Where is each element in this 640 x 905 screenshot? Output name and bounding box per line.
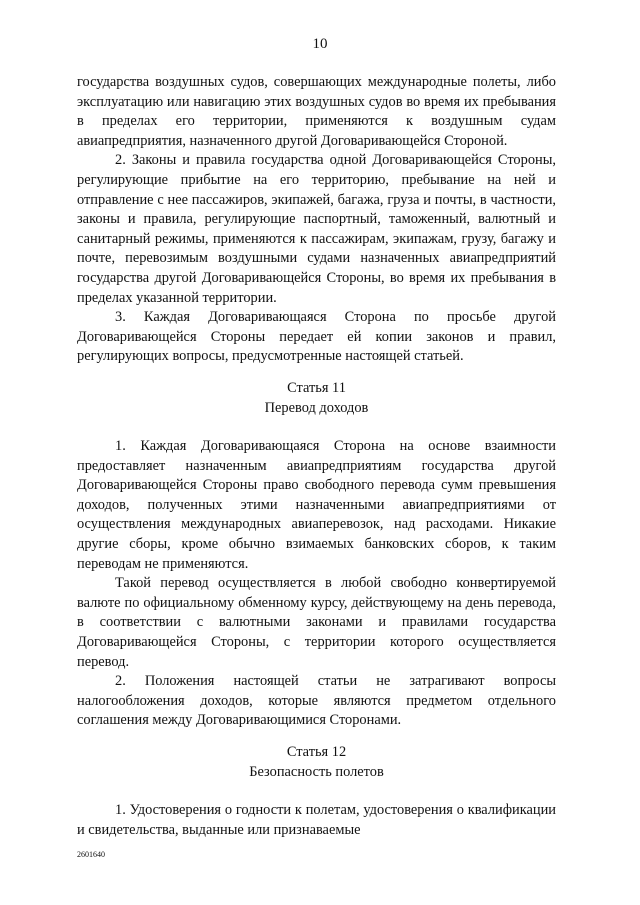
article-11-title: Перевод доходов xyxy=(264,399,369,416)
article-11-paragraph-transfer: Такой перевод осуществляется в любой свободно конвертируемой валюте по официальному обменному курсу, действующему на день перевода, в соответствии с валютными законами и правилами государства Договаривающейся Стороны, с территории которого осуществляется перевод. xyxy=(77,575,556,670)
paragraph-laws-and-rules: 2. Законы и правила государства одной Договаривающейся Стороны, регулирующие прибытие на его территорию, пребывание на ней и отправление с нее пассажиров, экипажей, багажа, груза и почты, в частности, законы и правила, регулирующие паспортный, таможенный, валютный и санитарный режимы, применяются к пассажирам, экипажам, грузу, багажу и почте, перевозимым воздушными судами назначенных авиапредприятий государства другой Договаривающейся Стороны, во время их пребывания в пределах указанной территории. xyxy=(77,152,556,306)
article-11-heading xyxy=(77,379,556,418)
article-11-paragraph-1: 1. Каждая Договаривающаяся Сторона на основе взаимности предоставляет назначенным авиапредприятиям государства другой Договаривающейся Стороны право свободного перевода сумм превышения доходов, полученных этими назначенными авиапредприятиями от осуществления международных авиаперевозок, над расходами. Никакие другие сборы, кроме обычно взимаемых банковских сборов, к таким переводам не применяются. xyxy=(77,438,556,572)
document-body xyxy=(77,73,556,840)
paragraph-copies-of-laws: 3. Каждая Договаривающаяся Сторона по просьбе другой Договаривающейся Стороны передает ей копии законов и правил, регулирующих вопросы, предусмотренные настоящей статьей. xyxy=(77,309,556,365)
article-11-number: Статья 11 xyxy=(287,379,346,396)
article-12-heading xyxy=(77,743,556,782)
article-11-paragraph-2: 2. Положения настоящей статьи не затрагивают вопросы налогообложения доходов, которые являются предметом отдельного соглашения между Договаривающимися Сторонами. xyxy=(77,673,556,729)
article-12-title: Безопасность полетов xyxy=(249,763,384,780)
paragraph-continuation: государства воздушных судов, совершающих международные полеты, либо эксплуатацию или навигацию этих воздушных судов во время их пребывания в пределах его территории, применяются к воздушным судам авиапредприятия, назначенного другой Договаривающейся Стороной. xyxy=(77,74,556,149)
document-code: 2601640 xyxy=(77,850,105,859)
article-12-number: Статья 12 xyxy=(286,744,347,760)
article-12-paragraph-1: 1. Удостоверения о годности к полетам, удостоверения о квалификации и свидетельства, выданные или признаваемые xyxy=(77,802,556,838)
page-number: 10 xyxy=(312,36,328,52)
